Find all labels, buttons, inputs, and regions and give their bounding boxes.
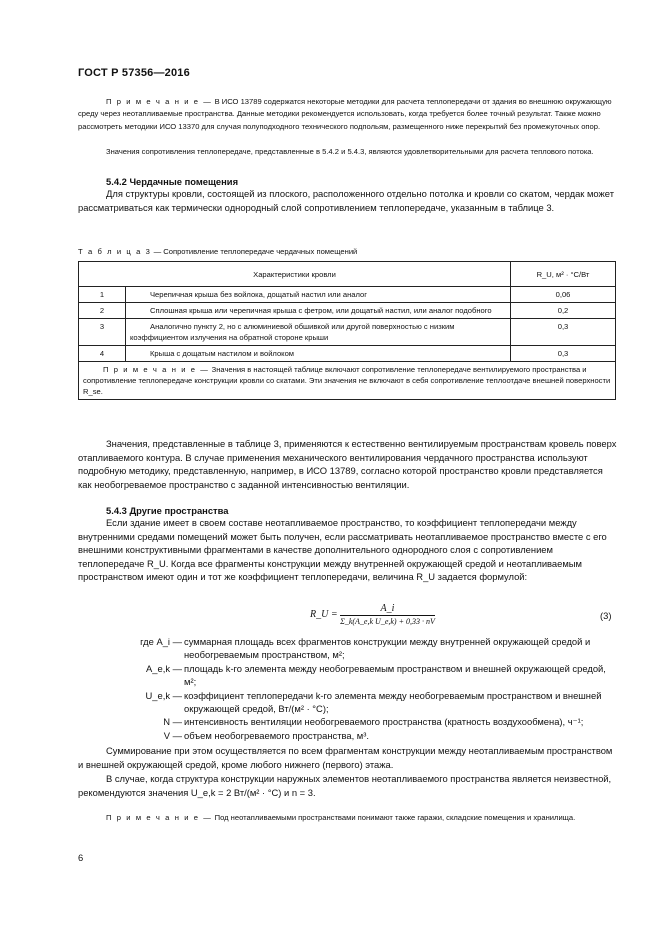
definition-item <box>78 689 618 716</box>
table-3 <box>78 261 616 400</box>
section-5-4-3 <box>78 505 618 584</box>
table-header-unit: R_U, м² · °C/Вт <box>511 262 616 287</box>
section-5-4-2 <box>78 176 618 214</box>
table-cell-value: 0,06 <box>511 287 616 303</box>
table-cell-desc: Крыша с дощатым настилом и войлоком <box>126 346 511 362</box>
formula-3 <box>310 603 435 626</box>
table-row <box>79 319 616 346</box>
note-unheated-spaces <box>78 812 618 824</box>
formula-numerator: A_i <box>340 603 435 616</box>
note-text: Под неотапливаемыми пространствами понимают также гаражи, складские помещения и хранилища. <box>212 813 576 822</box>
table-row <box>79 287 616 303</box>
definition-symbol: где A_i — <box>140 636 182 647</box>
definition-item <box>78 715 618 728</box>
definition-symbol: V — <box>163 729 182 741</box>
note-text: В ИСО 13789 содержатся некоторые методики для расчета теплопередачи от здания во внешнюю окружающую среду через неотапливаемые пространства. Данные методики рекомендуется использовать, когда требуется более точный результат. Также можно рассмотреть методики ИСО 13370 для случая полуподходного технического подпольям, размещенного ниже перекрытий без промежуточных опор. <box>78 97 612 131</box>
definition-item <box>78 662 618 689</box>
section-text-attics: Для структуры кровли, состоящей из плоского, расположенного отдельно потолка и кровли со скатом, чердак может рассматриваться как термически однородный слой сопротивлением теплопередаче, указанным в таблице 3. <box>78 188 615 213</box>
table-caption-text: — Сопротивление теплопередаче чердачных помещений <box>151 247 358 256</box>
table-header-row <box>79 262 616 287</box>
table-cell-num: 4 <box>79 346 126 362</box>
note-iso-13789 <box>78 96 618 133</box>
table-cell-value: 0,3 <box>511 346 616 362</box>
definition-symbol: A_e,k — <box>146 662 182 674</box>
paragraph-unknown-structure: В случае, когда структура конструкции наружных элементов неотапливаемого пространства является неизвестной, рекомендуются значения U_e,k = 2 Вт/(м² · °C) и n = 3. <box>78 773 612 798</box>
definition-text: объем необогреваемого пространства, м³. <box>184 729 369 741</box>
definition-text: коэффициент теплопередачи k-го элемента между необогреваемым пространством и внешней окружающей средой, Вт/(м² · °C); <box>184 689 602 715</box>
definitions-list <box>78 635 618 742</box>
table-cell-num: 1 <box>79 287 126 303</box>
paragraph-table3-usage: Значения, представленные в таблице 3, применяются к естественно вентилируемым пространствам кровель поверх отапливаемого контура. В случае применения механического вентилирования чердачного пространства используют подробную методику, представленную, например, в ИСО 13789, согласно которой пространство кровли представляется как необогреваемое пространство с заданной интенсивностью вентиляции. <box>78 438 617 490</box>
section-heading-other-spaces: 5.4.3 Другие пространства <box>106 505 229 516</box>
section-text-other-spaces: Если здание имеет в своем составе неотапливаемое пространство, то коэффициент теплопередачи между внутренними средами помещений может быть получен, если рассматривать неотапливаемое пространство вместе с его внешними конструктивными фрагментами в качестве дополнительного однородного слоя с сопротивлением теплопередаче R_U. Когда все фрагменты конструкции между внутренней окружающей средой и неотапливаемым пространством имеют один и тот же коэффициент теплопередачи, величина R_U задается формулой: <box>78 517 607 583</box>
table-note-text: Значения в настоящей таблице включают сопротивление теплопередаче вентилируемого пространства и сопротивление теплопередаче конструкции кровли со скатами. Эти значения не включают в себя сопротивление теплоотдаче внешней поверхности R_se. <box>83 365 611 396</box>
formula-lhs: R_U = <box>310 608 338 620</box>
definition-item <box>78 635 618 662</box>
table-row <box>79 303 616 319</box>
table-note-label: П р и м е ч а н и е — <box>103 365 210 374</box>
table-cell-desc: Аналогично пункту 2, но с алюминиевой обшивкой или другой поверхностью с низким коэффициентом излучения на обратной стороне крыши <box>126 319 511 346</box>
definition-symbol: U_e,k — <box>145 689 182 701</box>
table-row <box>79 346 616 362</box>
table-cell-desc: Черепичная крыша без войлока, дощатый настил или аналог <box>126 287 511 303</box>
paragraph-summation: Суммирование при этом осуществляется по всем фрагментам конструкции между неотапливаемым пространством и внешней окружающей средой, кроме любого нижнего (первого) этажа. <box>78 745 613 770</box>
table-cell-value: 0,2 <box>511 303 616 319</box>
table-note <box>79 362 616 400</box>
table-header-characteristics: Характеристики кровли <box>79 262 511 287</box>
paragraph-resistances: Значения сопротивления теплопередаче, представленные в 5.4.2 и 5.4.3, являются удовлетворительными для расчета теплового потока. <box>106 147 594 156</box>
table-cell-num: 3 <box>79 319 126 346</box>
page-number: 6 <box>78 852 84 863</box>
note-label: П р и м е ч а н и е — <box>106 813 213 822</box>
table-cell-num: 2 <box>79 303 126 319</box>
formula-fraction <box>340 603 435 626</box>
table-caption-label: Т а б л и ц а 3 <box>78 247 152 256</box>
definition-text: площадь k-го элемента между необогреваемым пространством и внешней окружающей средой, м²; <box>184 662 606 688</box>
table-caption <box>78 246 618 258</box>
definition-text: суммарная площадь всех фрагментов конструкции между внутренней окружающей средой и необогреваемым пространством, м²; <box>184 636 591 661</box>
document-header: ГОСТ Р 57356—2016 <box>78 67 190 79</box>
definition-symbol: N — <box>163 716 182 728</box>
formula-number: (3) <box>600 610 612 621</box>
definition-item <box>78 729 618 742</box>
section-heading-attics: 5.4.2 Чердачные помещения <box>106 176 239 187</box>
table-note-row <box>79 362 616 400</box>
table-cell-desc: Сплошная крыша или черепичная крыша с фетром, или дощатый настил, или аналог подобного <box>126 303 511 319</box>
formula-denominator: Σ_k(A_e,k U_e,k) + 0,33 · nV <box>340 617 435 626</box>
definition-text: интенсивность вентиляции необогреваемого пространства (кратность воздухообмена), ч⁻¹; <box>184 716 584 728</box>
table-cell-value: 0,3 <box>511 319 616 346</box>
note-label: П р и м е ч а н и е — <box>106 97 213 106</box>
